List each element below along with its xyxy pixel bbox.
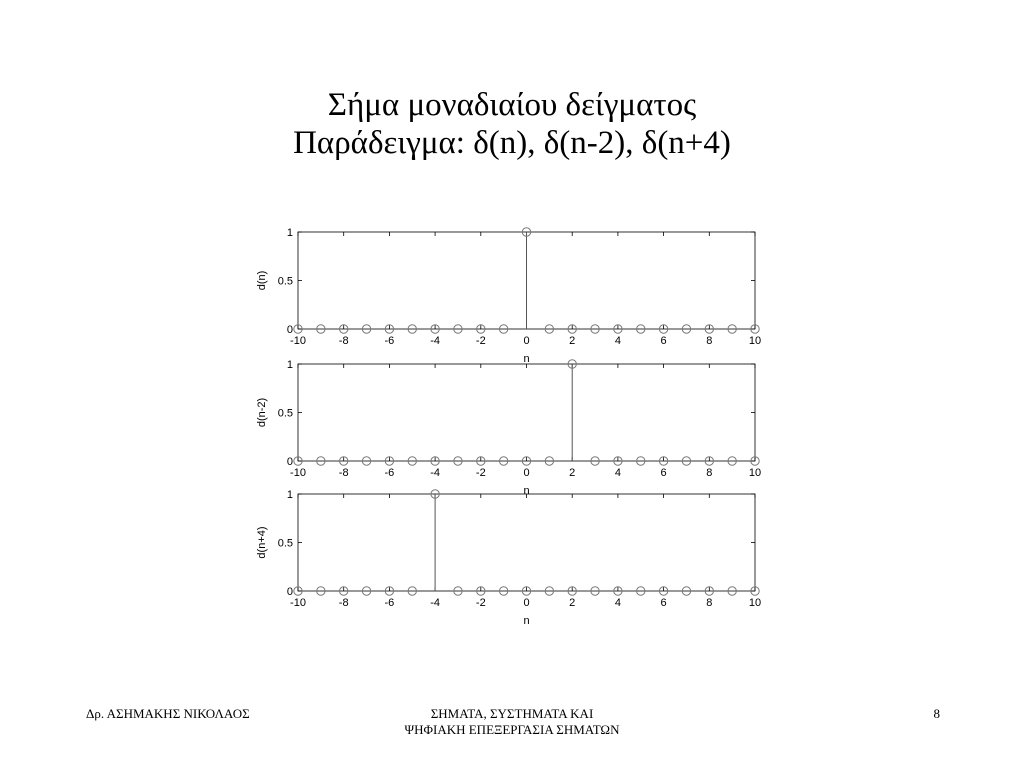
- x-tick-label: -6: [384, 597, 395, 609]
- slide-title-line-1: Σήμα μοναδιαίου δείγματος: [327, 87, 697, 123]
- x-tick-label: -10: [290, 597, 306, 609]
- x-tick-label: 10: [748, 597, 762, 609]
- x-tick-label: 8: [706, 597, 713, 609]
- x-tick-label: -8: [338, 467, 349, 479]
- axes-frame: [298, 494, 755, 591]
- x-tick-label: -10: [290, 467, 306, 479]
- y-tick-label: 0.5: [277, 537, 293, 550]
- y-tick-label: 1: [286, 489, 293, 501]
- y-tick-label: 0: [286, 586, 293, 598]
- page-number: 8: [933, 706, 940, 721]
- x-tick-label: 10: [748, 335, 762, 347]
- x-tick-label: 8: [706, 335, 713, 347]
- x-tick-label: -4: [430, 467, 440, 479]
- y-axis-label: d(n-2): [256, 397, 268, 428]
- x-tick-label: 0: [523, 597, 530, 609]
- stem-plot-3: [256, 489, 761, 627]
- x-tick-label: -10: [290, 335, 306, 347]
- x-tick-label: 6: [660, 597, 667, 609]
- footer-author: Δρ. ΑΣΗΜΑΚΗΣ ΝΙΚΟΛΑΟΣ: [86, 706, 250, 721]
- footer-course: [312, 706, 712, 738]
- x-tick-label: -8: [338, 335, 349, 347]
- x-axis-label: n: [523, 353, 530, 365]
- y-tick-label: 0.5: [277, 407, 293, 420]
- stem-plot-2: [256, 359, 761, 497]
- footer-course-line-2: ΨΗΦΙΑΚΗ ΕΠΕΞΕΡΓΑΣΙΑ ΣΗΜΑΤΩΝ: [404, 722, 620, 737]
- x-tick-label: 6: [660, 467, 667, 479]
- x-tick-label: 0: [523, 335, 530, 347]
- y-tick-label: 0: [286, 456, 293, 468]
- axes-frame: [298, 364, 755, 461]
- y-tick-label: 0: [286, 324, 293, 336]
- x-tick-label: 0: [523, 467, 530, 479]
- stem-plot-1: [256, 227, 761, 365]
- x-tick-label: -4: [430, 335, 440, 347]
- x-tick-label: -8: [338, 597, 349, 609]
- x-tick-label: -2: [475, 467, 486, 479]
- y-tick-label: 1: [286, 359, 293, 371]
- x-tick-label: 2: [569, 335, 576, 347]
- y-axis-label: d(n): [256, 270, 268, 291]
- x-tick-label: -6: [384, 335, 395, 347]
- x-axis-label: n: [523, 615, 530, 627]
- x-tick-label: -2: [475, 597, 486, 609]
- x-tick-label: 4: [614, 467, 621, 479]
- x-tick-label: 4: [614, 335, 621, 347]
- x-tick-label: -4: [430, 597, 440, 609]
- slide-title-line-2: Παράδειγμα: δ(n), δ(n-2), δ(n+4): [293, 125, 731, 161]
- y-tick-label: 1: [286, 227, 293, 239]
- x-tick-label: -6: [384, 467, 395, 479]
- x-tick-label: 2: [569, 597, 576, 609]
- x-tick-label: 8: [706, 467, 713, 479]
- footer-course-line-1: ΣΗΜΑΤΑ, ΣΥΣΤΗΜΑΤΑ ΚΑΙ: [430, 706, 594, 721]
- x-axis-label: n: [523, 485, 530, 497]
- y-tick-label: 0.5: [277, 275, 293, 288]
- x-tick-label: 6: [660, 335, 667, 347]
- y-axis-label: d(n+4): [256, 526, 268, 559]
- x-tick-label: -2: [475, 335, 486, 347]
- x-tick-label: 4: [614, 597, 621, 609]
- x-tick-label: 10: [748, 467, 762, 479]
- x-tick-label: 2: [569, 467, 576, 479]
